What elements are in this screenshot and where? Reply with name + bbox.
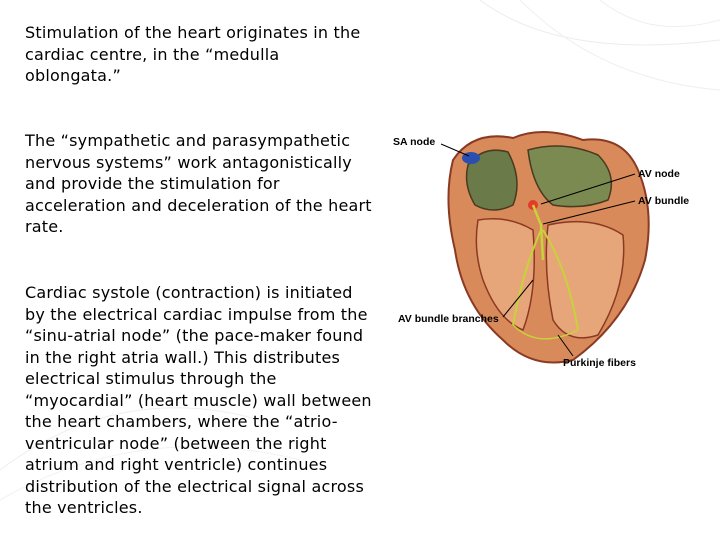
label-av-bundle-branches: AV bundle branches — [398, 313, 499, 325]
heart-conduction-figure — [383, 120, 720, 372]
paragraph-text: The “sympathetic and parasympathetic nervous systems” work antagonistically and provide the stimulation for acceleration and deceleration of the heart rate. — [25, 131, 372, 236]
paragraph-text: Cardiac systole (contraction) is initiated by the electrical cardiac impulse from the “sinu-atrial node” (the pace-maker found in the right atria wall.) This distributes electrical stimulus through the “myocardial” (heart muscle) wall between the heart chambers, where the “atrio-ventricular node” (between the right atrium and right ventricle) continues distribution of the electrical signal across the ventricles. — [25, 283, 372, 517]
label-purkinje-fibers: Purkinje fibers — [563, 357, 636, 369]
paragraph-medulla — [25, 22, 375, 87]
label-av-bundle: AV bundle — [638, 195, 690, 207]
paragraph-text: Stimulation of the heart originates in the cardiac centre, in the “medulla oblongata.” — [25, 23, 361, 85]
label-av-node: AV node — [638, 168, 680, 180]
label-sa-node: SA node — [393, 136, 436, 148]
heart-illustration — [383, 120, 720, 372]
paragraph-cardiac-systole — [25, 282, 375, 519]
paragraph-nervous-systems — [25, 130, 375, 238]
